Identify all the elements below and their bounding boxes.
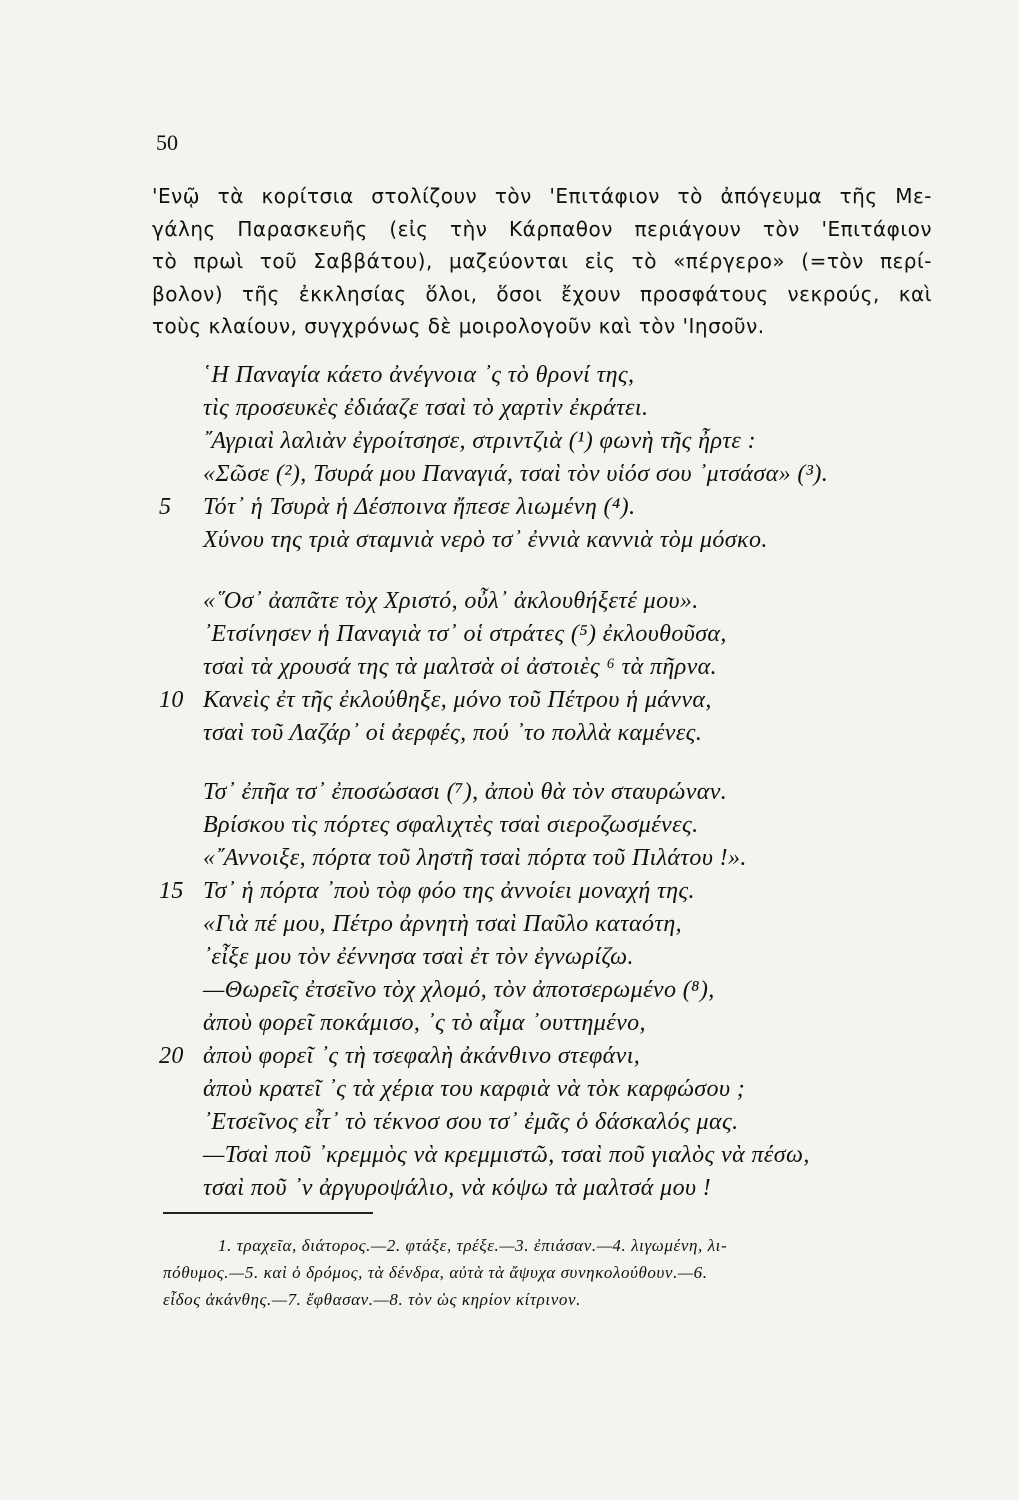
verse-line [203,651,727,684]
footnotes [163,1232,923,1313]
verse-text: Τότ᾽ ἡ Τσυρὰ ἡ Δέσποινα ἤπεσε λιωμένη (⁴). [203,494,636,520]
prose-line: γάλης Παρασκευῆς (εἰς τὴν Κάρπαθον περιάγουν τὸν 'Επιτάφιον [152,216,932,241]
verse-text: τὶς προσευκὲς ἐδιάαζε τσαὶ τὸ χαρτὶν ἐκράτει. [203,395,649,421]
verse-text: τσαὶ ποῦ ᾽ν ἀργυροψάλιο, νὰ κόψω τὰ μαλτσά μου ! [203,1175,712,1201]
verse-line [203,1073,810,1106]
verse-line [203,1007,810,1040]
verse-line [203,809,810,842]
verse-text: ἀποὺ κρατεῖ ᾽ς τὰ χέρια του καρφιὰ νὰ τὸκ καρφώσου ; [203,1076,746,1102]
stanza-1 [159,359,829,557]
verse-text: —Θωρεῖς ἐτσεῖνο τὸχ χλομό, τὸν ἀποτσερωμένο (⁸), [203,977,715,1003]
verse-text: ᾽Ετσίνησεν ἡ Παναγιὰ τσ᾽ οἱ στράτες (⁵) ἐκλουθοῦσα, [203,621,727,647]
verse-line [203,585,727,618]
verse-text: —Τσαὶ ποῦ ᾽κρεμμὸς νὰ κρεμμιστῶ, τσαὶ ποῦ γιαλὸς νὰ πέσω, [203,1142,810,1168]
verse-line [203,524,828,557]
verse-line [203,974,810,1007]
verse-text: ῎Αγριαὶ λαλιὰν ἐγροίτσησε, στριντζιὰ (¹) φωνὴ τῆς ἦρτε : [203,428,757,454]
verse-text: τσαὶ τὰ χρουσά της τὰ μαλτσὰ οἱ ἀστοιὲς ⁶ τὰ πῆρνα. [203,654,718,680]
prose-line: τοὺς κλαίουν, συγχρόνως δὲ μοιρολογοῦν καὶ τὸν 'Ιησοῦν. [152,314,765,339]
footnote-line: 1. τραχεῖα, διάτορος.—2. φτάξε, τρέξε.—3. ἐπιάσαν.—4. λιγωμένη, λι- [218,1236,728,1255]
verse-line [159,1040,810,1073]
verse-line [203,776,810,809]
verse-line [203,941,810,974]
verse-text: ᾽εἶξε μου τὸν ἐέννησα τσαὶ ἐτ τὸν ἐγνωρίζω. [203,944,634,970]
verse-line [159,491,828,524]
footnote-line: πόθυμος.—5. καὶ ὁ δρόμος, τὰ δένδρα, αὐτὰ τὰ ἄψυχα συνηκολούθουν.—6. [163,1263,708,1282]
prose-line: τὸ πρωὶ τοῦ Σαββάτου), μαζεύονται εἰς τὸ «πέργερο» (=τὸν περί- [152,249,932,274]
intro-paragraph [152,180,932,343]
verse-line [159,684,727,717]
line-number: 20 [159,1043,184,1069]
verse-line [203,717,727,750]
verse-line [159,875,810,908]
verse-text: ᾽Ετσεῖνος εἶτ᾽ τὸ τέκνοσ σου τσ᾽ ἐμᾶς ὁ δάσκαλός μας. [203,1109,739,1135]
verse-line [203,908,810,941]
verse-text: «῞Οσ᾽ ἀαπᾶτε τὸχ Χριστό, οὖλ᾽ ἀκλουθήξετέ μου». [203,588,699,614]
verse-text: Τσ᾽ ἡ πόρτα ᾽ποὺ τὸφ φόο της ἀννοίει μοναχή της. [203,878,695,904]
stanza-3 [159,776,810,1205]
stanza-2 [159,585,727,750]
line-number: 5 [159,494,172,520]
verse-text: τσαὶ τοῦ Λαζάρ᾽ οἱ ἀερφές, πού ᾽το πολλὰ καμένες. [203,720,703,746]
verse-line [203,425,828,458]
verse-line [203,1106,810,1139]
verse-text: «Γιὰ πέ μου, Πέτρο ἀρνητὴ τσαὶ Παῦλο καταότη, [203,911,683,937]
verse-line [203,842,810,875]
verse-line [203,618,727,651]
footnote-line: εἶδος ἀκάνθης.—7. ἔφθασαν.—8. τὸν ὡς κηρίον κίτρινον. [163,1290,581,1309]
verse-text: «῎Αννοιξε, πόρτα τοῦ ληστῆ τσαὶ πόρτα τοῦ Πιλάτου !». [203,845,747,871]
verse-line [203,359,828,392]
verse-text: ἀποὺ φορεῖ ᾽ς τὴ τσεφαλὴ ἀκάνθινο στεφάνι, [203,1043,641,1069]
verse-text: Βρίσκου τὶς πόρτες σφαλιχτὲς τσαὶ σιεροζωσμένες. [203,812,699,838]
page-number: 50 [156,130,178,155]
verse-line [203,1172,810,1205]
verse-line [203,458,828,491]
verse-text: ῾Η Παναγία κάετο ἀνέγνοια ᾽ς τὸ θρονί της, [203,362,635,388]
verse-text: Κανεὶς ἐτ τῆς ἐκλούθηξε, μόνο τοῦ Πέτρου ἡ μάννα, [203,687,712,713]
verse-text: ἀποὺ φορεῖ ποκάμισο, ᾽ς τὸ αἷμα ᾽ουττημένο, [203,1010,646,1036]
verse-text: Τσ᾽ ἐπῆα τσ᾽ ἐποσώσασι (⁷), ἀποὺ θὰ τὸν σταυρώναν. [203,779,728,805]
verse-text: Χύνου της τριὰ σταμνιὰ νερὸ τσ᾽ ἐννιὰ καννιὰ τὸμ μόσκο. [203,527,768,553]
line-number: 15 [159,878,184,904]
prose-line: βολον) τῆς ἐκκλησίας ὅλοι, ὅσοι ἔχουν προσφάτους νεκρούς, καὶ [152,281,932,306]
verse-line [203,392,828,425]
verse-text: «Σῶσε (²), Τσυρά μου Παναγιά, τσαὶ τὸν υἱόσ σου ᾽μτσάσα» (³). [203,461,829,487]
prose-line: 'Ενῷ τὰ κορίτσια στολίζουν τὸν 'Επιτάφιον τὸ ἀπόγευμα τῆς Με- [152,184,932,208]
verse-line [203,1139,810,1172]
line-number: 10 [159,687,184,713]
footnote-divider [163,1212,373,1214]
